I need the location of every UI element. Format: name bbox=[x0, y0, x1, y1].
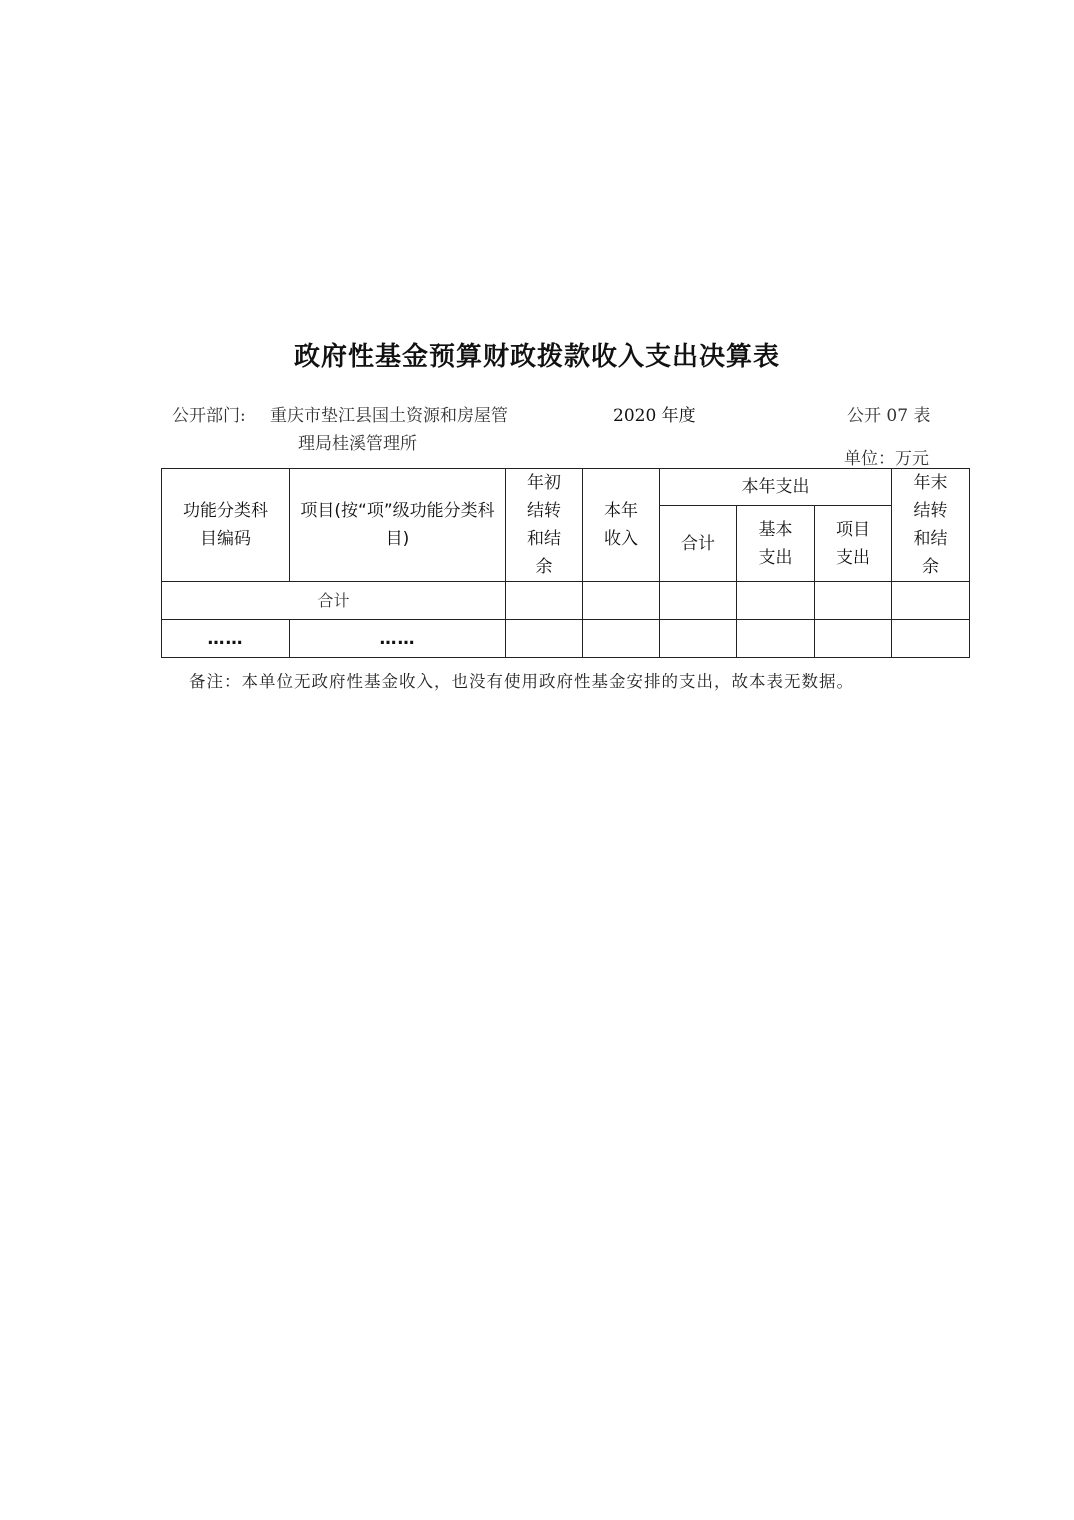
header-end-balance: 年末结转和结余 bbox=[892, 469, 970, 582]
total-row-label: 合计 bbox=[162, 582, 506, 620]
table-cell bbox=[506, 620, 583, 658]
table-cell bbox=[892, 582, 970, 620]
unit-label: 单位：万元 bbox=[844, 449, 929, 469]
header-begin-balance: 年初结转和结余 bbox=[506, 469, 583, 582]
dept-label: 公开部门: bbox=[172, 406, 246, 426]
table-cell bbox=[892, 620, 970, 658]
header-expense-basic: 基本支出 bbox=[737, 506, 815, 582]
table-cell bbox=[815, 582, 892, 620]
page-title: 政府性基金预算财政拨款收入支出决算表 bbox=[293, 342, 780, 372]
table-cell bbox=[737, 620, 815, 658]
header-expense-total: 合计 bbox=[660, 506, 737, 582]
dept-name-line1: 重庆市垫江县国土资源和房屋管 bbox=[270, 406, 508, 426]
ellipsis-item: …… bbox=[290, 620, 506, 658]
table-cell bbox=[583, 582, 660, 620]
table-row-ellipsis bbox=[162, 620, 970, 658]
table-cell bbox=[506, 582, 583, 620]
header-item: 项目(按“项”级功能分类科目) bbox=[290, 469, 506, 582]
header-income: 本年收入 bbox=[583, 469, 660, 582]
table-cell bbox=[660, 582, 737, 620]
table-cell bbox=[583, 620, 660, 658]
table-header-row-1 bbox=[162, 469, 970, 506]
header-expense-project: 项目支出 bbox=[815, 506, 892, 582]
fiscal-year: 2020 年度 bbox=[613, 406, 696, 426]
table-cell bbox=[737, 582, 815, 620]
header-expense-group: 本年支出 bbox=[660, 469, 892, 506]
footnote: 备注：本单位无政府性基金收入，也没有使用政府性基金安排的支出，故本表无数据。 bbox=[189, 672, 854, 691]
ellipsis-code: …… bbox=[162, 620, 290, 658]
table-cell bbox=[815, 620, 892, 658]
budget-table bbox=[161, 468, 970, 658]
table-number: 公开 07 表 bbox=[847, 406, 931, 426]
header-code: 功能分类科目编码 bbox=[162, 469, 290, 582]
table-cell bbox=[660, 620, 737, 658]
table-row-total bbox=[162, 582, 970, 620]
dept-name-line2: 理局桂溪管理所 bbox=[298, 434, 417, 454]
